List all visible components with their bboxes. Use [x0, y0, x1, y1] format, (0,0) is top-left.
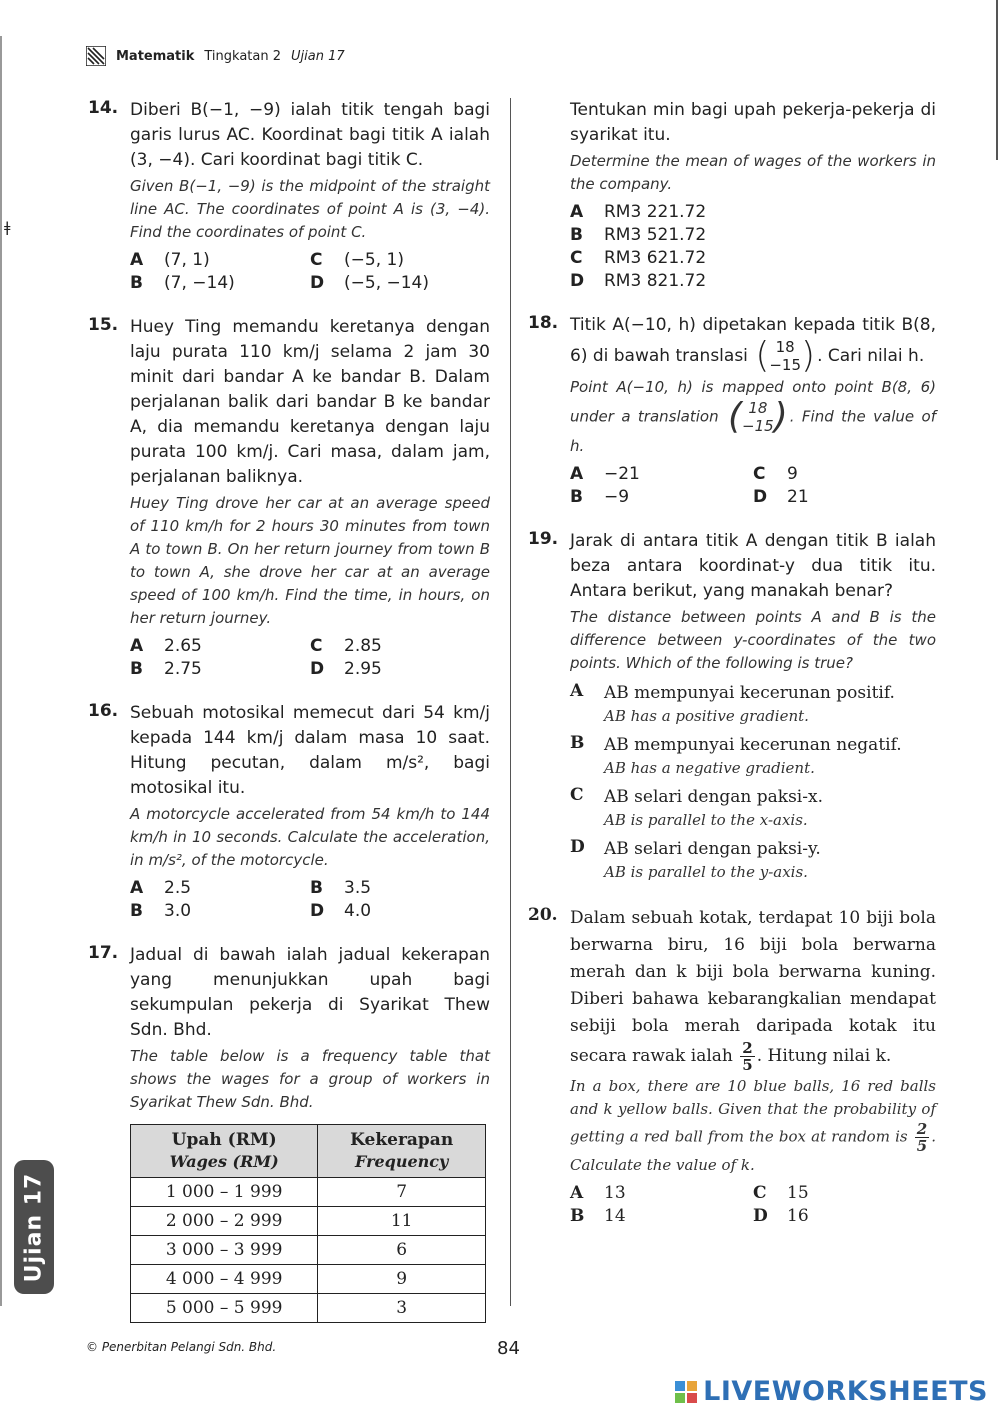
question-18 — [528, 313, 936, 507]
frequency-table — [130, 1124, 486, 1323]
option[interactable] — [570, 681, 936, 727]
option-text-ms: AB mempunyai kecerunan positif. — [604, 683, 895, 703]
option-letter: A — [130, 636, 144, 656]
option[interactable] — [310, 901, 490, 921]
text-part: Titik A(−10, h) dipetakan kepada titik B(8, 6) di bawah translasi — [570, 315, 936, 366]
cell-frequency: 7 — [318, 1178, 486, 1207]
question-text-en: The distance between points A and B is the difference between y-coordinates of the two points. Which of the following is true? — [570, 608, 936, 672]
right-column — [528, 98, 936, 1248]
publisher-logo-icon — [86, 46, 106, 66]
text-part: Dalam sebuah kotak, terdapat 10 biji bola berwarna biru, 16 biji bola berwarna merah dan k biji bola berwarna kuning. Diberi bahawa kebarangkalian mendapat sebiji bola merah daripada kotak itu secara rawak ialah — [570, 908, 936, 1066]
option-letter: B — [130, 659, 143, 679]
option-letter: D — [570, 837, 585, 857]
table-row — [131, 1236, 486, 1265]
option[interactable] — [130, 273, 310, 293]
cell-wage: 2 000 – 2 999 — [131, 1207, 318, 1236]
option-value: 13 — [604, 1183, 626, 1203]
question-14 — [88, 98, 490, 293]
option-value: RM3 521.72 — [604, 225, 707, 245]
option[interactable] — [130, 659, 310, 679]
cell-frequency: 6 — [318, 1236, 486, 1265]
question-17 — [88, 943, 490, 1323]
option[interactable] — [570, 1183, 753, 1203]
option-text-en: AB is parallel to the y-axis. — [604, 863, 808, 881]
option[interactable] — [570, 487, 753, 507]
right-edge-line — [996, 0, 998, 160]
text-part: In a box, there are 10 blue balls, 16 red balls and k yellow balls. Given that the probability of getting a red ball from the box at random is — [570, 1077, 936, 1146]
option[interactable] — [753, 1183, 936, 1203]
translation-vector: ( 18 −15 ) — [727, 396, 788, 437]
header-wages-ms: Upah (RM) — [171, 1130, 277, 1150]
header-frequency-en: Frequency — [354, 1152, 449, 1171]
option-letter: C — [570, 785, 584, 805]
option-letter: A — [570, 681, 584, 701]
liveworksheets-logo-icon — [675, 1381, 697, 1403]
option-value: 15 — [787, 1183, 809, 1203]
question-text-ms: Sebuah motosikal memecut dari 54 km/j kepada 144 km/j dalam masa 10 saat. Hitung pecutan, dalam m/s², bagi motosikal itu. — [130, 703, 490, 798]
option-letter: B — [570, 487, 583, 507]
vector-top: 18 — [748, 399, 768, 417]
option[interactable] — [130, 250, 310, 270]
cell-wage: 4 000 – 4 999 — [131, 1265, 318, 1294]
option[interactable] — [130, 878, 310, 898]
options — [570, 1183, 936, 1226]
page-number: 84 — [497, 1338, 520, 1359]
option[interactable] — [570, 248, 936, 268]
option-value: (−5, −14) — [344, 273, 430, 293]
header-frequency-ms: Kekerapan — [350, 1130, 454, 1150]
option-value: 4.0 — [344, 901, 372, 921]
question-20 — [528, 905, 936, 1226]
question-number: 20. — [528, 905, 558, 925]
option-letter: D — [310, 659, 325, 679]
page-header — [86, 46, 345, 66]
option[interactable] — [753, 1206, 936, 1226]
option-letter: C — [310, 636, 323, 656]
fraction — [740, 1040, 754, 1073]
option-value: −21 — [604, 464, 640, 484]
option-letter: B — [570, 733, 585, 753]
question-16 — [88, 701, 490, 921]
text-part: . Hitung nilai k. — [756, 1046, 892, 1066]
question-text-ms — [570, 905, 936, 1073]
option-value: 2.65 — [164, 636, 202, 656]
question-text-en — [570, 376, 936, 458]
option-value: 3.0 — [164, 901, 192, 921]
question-17-continued — [528, 98, 936, 291]
option-text-ms: AB selari dengan paksi-y. — [604, 839, 821, 859]
question-19 — [528, 529, 936, 883]
option-letter: A — [570, 202, 584, 222]
chapter-side-tab — [14, 1160, 54, 1294]
option-value: 2.75 — [164, 659, 202, 679]
text-part: . Calculate the value of k. — [570, 1127, 936, 1174]
option[interactable] — [570, 225, 936, 245]
side-tab-label: Ujian 17 — [21, 1172, 47, 1282]
option[interactable] — [570, 733, 936, 779]
options — [570, 464, 936, 507]
option-value: 2.95 — [344, 659, 382, 679]
option-letter: A — [130, 878, 144, 898]
options — [130, 250, 490, 293]
option-value: 21 — [787, 487, 809, 507]
option-letter: A — [570, 1183, 584, 1203]
fraction — [915, 1121, 929, 1154]
question-number: 19. — [528, 529, 559, 549]
liveworksheets-brand[interactable] — [675, 1376, 988, 1407]
option[interactable] — [570, 1206, 753, 1226]
options — [130, 878, 490, 921]
option-letter: C — [753, 1183, 767, 1203]
fraction-numerator: 2 — [742, 1039, 753, 1057]
question-text-ms: Jarak di antara titik A dengan titik B ialah beza antara koordinat-y dua titik itu. Antara berikut, yang manakah benar? — [570, 531, 936, 601]
question-text-ms: Huey Ting memandu keretanya dengan laju purata 110 km/j selama 2 jam 30 minit dari bandar A ke bandar B. Dalam perjalanan balik dari bandar B ke bandar A, dia memandu keretanya dengan laju purata 100 km/j. Cari masa, dalam jam, perjalanan baliknya. — [130, 317, 490, 487]
brand-name: LIVEWORKSHEETS — [703, 1376, 988, 1407]
option-letter: D — [753, 1206, 768, 1226]
option-letter: D — [310, 273, 325, 293]
option[interactable] — [310, 273, 490, 293]
option-value: −9 — [604, 487, 630, 507]
option-value: RM3 221.72 — [604, 202, 707, 222]
option-letter: C — [570, 248, 583, 268]
option[interactable] — [310, 878, 490, 898]
left-column — [88, 98, 490, 1345]
table-row — [131, 1265, 486, 1294]
cell-frequency: 11 — [318, 1207, 486, 1236]
option-letter: B — [130, 901, 143, 921]
option[interactable] — [570, 785, 936, 831]
margin-mark-icon: ǂ — [4, 220, 11, 236]
header-wages-en: Wages (RM) — [169, 1152, 279, 1171]
vector-bottom: −15 — [769, 356, 802, 374]
option[interactable] — [310, 659, 490, 679]
option[interactable] — [130, 901, 310, 921]
question-text-en: Given B(−1, −9) is the midpoint of the straight line AC. The coordinates of point A is (3, −4). Find the coordinates of point C. — [130, 177, 490, 241]
option[interactable] — [570, 202, 936, 222]
option-value: 9 — [787, 464, 798, 484]
text-part: Point A(−10, h) is mapped onto point B(8, 6) under a translation — [570, 378, 936, 426]
option-value: 14 — [604, 1206, 626, 1226]
question-number: 16. — [88, 701, 119, 721]
option-value: RM3 621.72 — [604, 248, 707, 268]
table-row — [131, 1294, 486, 1323]
table-header-row — [131, 1125, 486, 1178]
copyright-footer: © Penerbitan Pelangi Sdn. Bhd. — [86, 1340, 277, 1354]
option-value: (7, −14) — [164, 273, 235, 293]
question-number: 17. — [88, 943, 119, 963]
options — [570, 202, 936, 291]
option[interactable] — [130, 636, 310, 656]
cell-wage: 5 000 – 5 999 — [131, 1294, 318, 1323]
option-letter: C — [310, 250, 323, 270]
vector-bottom: −15 — [742, 417, 774, 435]
question-number: 15. — [88, 315, 119, 335]
option-letter: A — [130, 250, 144, 270]
option-letter: D — [753, 487, 768, 507]
option-text-ms: AB mempunyai kecerunan negatif. — [604, 735, 902, 755]
option[interactable] — [570, 837, 936, 883]
fraction-denominator: 5 — [742, 1056, 753, 1074]
text-part: . Find the value of h. — [570, 407, 936, 455]
cell-wage: 3 000 – 3 999 — [131, 1236, 318, 1265]
fraction-denominator: 5 — [916, 1137, 928, 1155]
table-row — [131, 1178, 486, 1207]
question-text-en: A motorcycle accelerated from 54 km/h to 144 km/h in 10 seconds. Calculate the acceleration, in m/s², of the motorcycle. — [130, 805, 490, 869]
option-letter: C — [753, 464, 766, 484]
option-value: (7, 1) — [164, 250, 210, 270]
option-letter: A — [570, 464, 584, 484]
cell-frequency: 9 — [318, 1265, 486, 1294]
options — [130, 636, 490, 679]
option-letter: D — [310, 901, 325, 921]
option-text-en: AB is parallel to the x-axis. — [604, 811, 808, 829]
question-text-en — [570, 1075, 936, 1177]
option-letter: B — [570, 225, 583, 245]
option-value: 3.5 — [344, 878, 372, 898]
header-wages — [131, 1125, 318, 1178]
option[interactable] — [570, 464, 753, 484]
header-test: Ujian 17 — [291, 48, 345, 64]
option-letter: D — [570, 271, 585, 291]
fraction-numerator: 2 — [916, 1120, 928, 1138]
cell-frequency: 3 — [318, 1294, 486, 1323]
option[interactable] — [753, 464, 936, 484]
option-letter: B — [570, 1206, 585, 1226]
column-divider — [510, 98, 511, 1306]
option-value: 16 — [787, 1206, 809, 1226]
option-text-en: AB has a positive gradient. — [604, 707, 809, 725]
text-part: . Cari nilai h. — [817, 346, 925, 366]
question-15 — [88, 315, 490, 679]
header-frequency — [318, 1125, 486, 1178]
option[interactable] — [310, 636, 490, 656]
option-value: (−5, 1) — [344, 250, 404, 270]
table-row — [131, 1207, 486, 1236]
question-text-en: The table below is a frequency table that shows the wages for a group of workers in Syarikat Thew Sdn. Bhd. — [130, 1047, 490, 1111]
question-text-ms: Tentukan min bagi upah pekerja-pekerja di syarikat itu. — [570, 100, 936, 145]
question-text-en: Huey Ting drove her car at an average speed of 110 km/h for 2 hours 30 minutes from town A to town B. On her return journey from town B to town A, she drove her car at an average speed of 100 km/h. Find the time, in hours, on her return journey. — [130, 494, 490, 627]
question-text-ms — [570, 313, 936, 374]
option[interactable] — [310, 250, 490, 270]
option-value: 2.5 — [164, 878, 192, 898]
question-number: 18. — [528, 313, 559, 333]
header-form: Tingkatan 2 — [204, 48, 281, 64]
question-text-ms: Jadual di bawah ialah jadual kekerapan yang menunjukkan upah bagi sekumpulan pekerja di Syarikat Thew Sdn. Bhd. — [130, 945, 490, 1040]
option-text-en: AB has a negative gradient. — [604, 759, 815, 777]
option[interactable] — [753, 487, 936, 507]
translation-vector: ( 18 −15 ) — [755, 335, 816, 376]
option-letter: B — [310, 878, 323, 898]
vector-top: 18 — [775, 338, 795, 356]
option[interactable] — [570, 271, 936, 291]
left-edge-line — [0, 36, 2, 1306]
header-subject: Matematik — [116, 48, 195, 64]
option-value: RM3 821.72 — [604, 271, 707, 291]
option-letter: B — [130, 273, 143, 293]
question-text-en: Determine the mean of wages of the workers in the company. — [570, 152, 936, 193]
question-text-ms: Diberi B(−1, −9) ialah titik tengah bagi garis lurus AC. Koordinat bagi titik A ialah (3, −4). Cari koordinat bagi titik C. — [130, 100, 490, 170]
question-number: 14. — [88, 98, 119, 118]
option-value: 2.85 — [344, 636, 382, 656]
option-text-ms: AB selari dengan paksi-x. — [604, 787, 823, 807]
cell-wage: 1 000 – 1 999 — [131, 1178, 318, 1207]
